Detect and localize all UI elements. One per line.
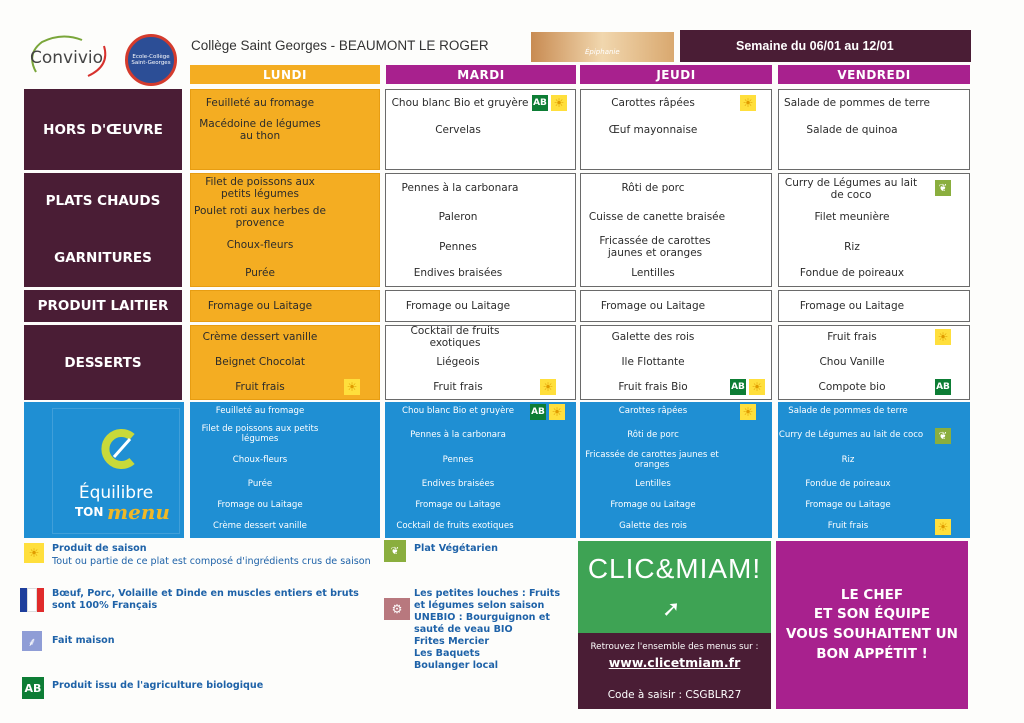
clicmiam-info-panel: [578, 633, 771, 709]
menu-item: Pennes à la carbonara: [401, 181, 519, 194]
equilibre-title: Équilibre: [78, 483, 154, 503]
seasonal-sun-icon: ☀: [740, 95, 756, 111]
school-logo: [125, 34, 177, 86]
week-label: Semaine du 06/01 au 12/01: [736, 39, 894, 53]
menu-item: Œuf mayonnaise: [608, 123, 698, 136]
vegetarian-leaf-icon: ❦: [935, 180, 951, 196]
equilibre-divider: [380, 402, 385, 538]
equilibre-item: Fromage ou Laitage: [415, 500, 501, 511]
chef-line: ET SON ÉQUIPE: [813, 606, 931, 623]
equilibre-item: Fondue de poireaux: [805, 479, 891, 490]
seasonal-sun-icon: ☀: [749, 379, 765, 395]
menu-item: Salade de pommes de terre: [784, 96, 930, 109]
menu-item: Crème dessert vanille: [202, 330, 318, 343]
equilibre-menu: menu: [107, 500, 170, 524]
equilibre-divider: [772, 402, 778, 538]
menu-item: Fromage ou Laitage: [600, 299, 706, 312]
local-tractor-icon: ⚙: [384, 598, 410, 620]
menu-item: Fruit frais: [433, 380, 483, 393]
menu-item: Choux-fleurs: [226, 238, 294, 251]
menu-item: Filet meunière: [814, 210, 890, 223]
equilibre-item: Fromage ou Laitage: [610, 500, 696, 511]
equilibre-item: Fromage ou Laitage: [217, 500, 303, 511]
legend-local-item: Les Baquets: [414, 647, 480, 659]
seasonal-sun-icon: ☀: [740, 404, 756, 420]
fait-maison-icon: ⸙: [22, 631, 42, 651]
row-header-desserts: DESSERTS: [24, 325, 182, 400]
epiphany-banner-text: Épiphanie: [585, 48, 620, 56]
menu-item: Riz: [844, 240, 860, 253]
equilibre-item: Riz: [841, 455, 855, 466]
seasonal-sun-icon: ☀: [551, 95, 567, 111]
menu-item: Fondue de poireaux: [799, 266, 905, 279]
equilibre-item: Purée: [247, 479, 273, 490]
menu-item: Filet de poissons aux petits légumes: [205, 175, 315, 200]
menu-item: Beignet Chocolat: [215, 355, 305, 368]
equilibre-ton: TON: [75, 505, 104, 519]
menu-item: Ile Flottante: [621, 355, 685, 368]
menu-item: Poulet roti aux herbes de provence: [194, 204, 326, 229]
legend-saison-title: Produit de saison: [52, 543, 147, 554]
seasonal-sun-icon: ☀: [344, 379, 360, 395]
equilibre-item: Chou blanc Bio et gruyère: [402, 406, 514, 417]
clicmiam-logo: CLIC&MIAM!: [587, 553, 762, 584]
clicmiam-link[interactable]: www.clicetmiam.fr: [608, 655, 741, 670]
legend-local-item: Boulanger local: [414, 659, 499, 671]
menu-item: Lentilles: [631, 266, 675, 279]
equilibre-fork-icon: [96, 427, 140, 471]
menu-item: Paleron: [438, 210, 478, 223]
menu-item: Chou blanc Bio et gruyère: [391, 96, 529, 109]
french-flag-icon: [20, 588, 44, 612]
legend-vegetarian: Plat Végétarien: [414, 543, 498, 554]
legend-local-item: Frites Mercier: [414, 635, 490, 647]
row-header-garnitures: GARNITURES: [24, 229, 182, 287]
school-logo-text: Ecole-Collège Saint-Georges: [131, 54, 171, 67]
menu-item: Chou Vanille: [819, 355, 885, 368]
convivio-logo: [22, 32, 118, 84]
equilibre-item: Pennes: [442, 455, 474, 466]
menu-item: Fromage ou Laitage: [405, 299, 511, 312]
menu-item: Cervelas: [435, 123, 481, 136]
legend-viande: Bœuf, Porc, Volaille et Dinde en muscles entiers et bruts sont 100% Français: [52, 588, 359, 611]
equilibre-item: Cocktail de fruits exotiques: [396, 521, 514, 532]
menu-item: Cocktail de fruits exotiques: [410, 324, 500, 349]
equilibre-item: Salade de pommes de terre: [788, 406, 908, 417]
menu-item: Fricassée de carottes jaunes et oranges: [599, 234, 711, 259]
equilibre-divider: [184, 402, 190, 538]
menu-item: Carottes râpées: [611, 96, 695, 109]
organic-ab-icon: AB: [730, 379, 746, 395]
menu-item: Fruit frais: [827, 330, 877, 343]
organic-ab-icon: AB: [532, 95, 548, 111]
menu-item: Fromage ou Laitage: [207, 299, 313, 312]
menu-item: Fruit frais Bio: [618, 380, 688, 393]
menu-item: Pennes: [439, 240, 477, 253]
legend-vegetarian-leaf-icon: ❦: [384, 540, 406, 562]
legend-saison-desc: Tout ou partie de ce plat est composé d'ingrédients crus de saison: [52, 556, 371, 567]
equilibre-item: Fricassée de carottes jaunes et oranges: [585, 450, 719, 470]
row-header-hors-doeuvre: HORS D'ŒUVRE: [24, 89, 182, 170]
menu-item: Fruit frais: [235, 380, 285, 393]
seasonal-sun-icon: ☀: [935, 329, 951, 345]
equilibre-item: Pennes à la carbonara: [410, 430, 506, 441]
chef-line: VOUS SOUHAITENT UN: [786, 626, 958, 642]
menu-item: Liégeois: [436, 355, 480, 368]
menu-item: Feuilleté au fromage: [205, 96, 315, 109]
menu-item: Galette des rois: [611, 330, 695, 343]
equilibre-item: Feuilleté au fromage: [215, 406, 305, 417]
convivio-brand: Convivio: [30, 48, 104, 68]
legend-local-list: [414, 588, 574, 672]
chef-line: BON APPÉTIT !: [816, 645, 928, 662]
day-header-vendredi: VENDREDI: [778, 65, 970, 84]
menu-item: Cuisse de canette braisée: [588, 210, 726, 223]
chef-panel: [776, 541, 968, 709]
clicmiam-panel: [578, 541, 771, 633]
day-header-lundi: LUNDI: [190, 65, 380, 84]
menu-item: Curry de Légumes au lait de coco: [784, 176, 918, 201]
legend-sun-icon: ☀: [24, 543, 44, 563]
equilibre-logo-box: [52, 408, 180, 534]
equilibre-item: Lentilles: [635, 479, 671, 490]
clicmiam-retrouvez: Retrouvez l'ensemble des menus sur :: [590, 642, 759, 652]
seasonal-sun-icon: ☀: [935, 519, 951, 535]
day-header-mardi: MARDI: [386, 65, 576, 84]
organic-ab-icon: AB: [935, 379, 951, 395]
equilibre-item: Curry de Légumes au lait de coco: [778, 430, 924, 441]
equilibre-item: Filet de poissons aux petits légumes: [201, 424, 319, 444]
organic-ab-icon: AB: [530, 404, 546, 420]
legend-local-item: Les petites louches : Fruits et légumes selon saison: [414, 588, 561, 611]
equilibre-item: Carottes râpées: [618, 406, 688, 417]
legend-bio: Produit issu de l'agriculture biologique: [52, 680, 264, 691]
menu-item: Fromage ou Laitage: [799, 299, 905, 312]
day-header-jeudi: JEUDI: [580, 65, 772, 84]
menu-item: Endives braisées: [413, 266, 503, 279]
equilibre-item: Rôti de porc: [627, 430, 679, 441]
menu-item: Salade de quinoa: [806, 123, 898, 136]
row-header-plats-chauds: PLATS CHAUDS: [24, 173, 182, 229]
chef-line: LE CHEF: [840, 586, 904, 603]
equilibre-item: Fruit frais: [827, 521, 869, 532]
equilibre-item: Choux-fleurs: [232, 455, 288, 466]
clicmiam-code: Code à saisir : CSGBLR27: [607, 689, 742, 701]
seasonal-sun-icon: ☀: [549, 404, 565, 420]
equilibre-item: Endives braisées: [421, 479, 495, 490]
equilibre-item: Fromage ou Laitage: [805, 500, 891, 511]
legend-fait-maison: Fait maison: [52, 635, 115, 646]
menu-item: Purée: [245, 266, 275, 279]
menu-item: Rôti de porc: [621, 181, 685, 194]
equilibre-divider: [576, 402, 580, 538]
legend-organic-ab-icon: AB: [22, 677, 44, 699]
menu-item: Compote bio: [818, 380, 886, 393]
vegetarian-leaf-icon: ❦: [935, 428, 951, 444]
equilibre-item: Galette des rois: [619, 521, 687, 532]
legend-local-item: UNEBIO : Bourguignon et sauté de veau BIO: [414, 611, 550, 635]
page-title: Collège Saint Georges - BEAUMONT LE ROGER: [191, 38, 489, 53]
seasonal-sun-icon: ☀: [540, 379, 556, 395]
row-header-produit-laitier: PRODUIT LAITIER: [24, 290, 182, 322]
cursor-click-icon: ➚: [662, 597, 681, 622]
epiphany-banner: [531, 32, 674, 62]
menu-item: Macédoine de légumes au thon: [199, 117, 321, 142]
equilibre-item: Crème dessert vanille: [213, 521, 307, 532]
